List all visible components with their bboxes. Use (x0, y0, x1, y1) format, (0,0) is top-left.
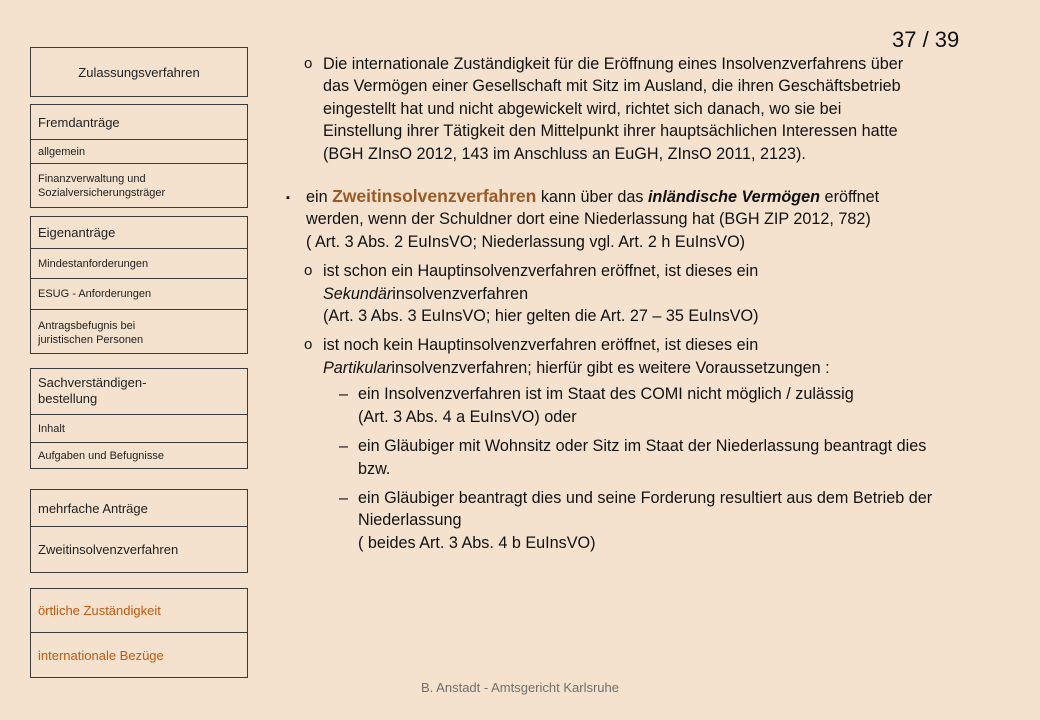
paragraph-zweitinsolvenz (286, 185, 1026, 253)
text-line: ein Insolvenzverfahren ist im Staat des COMI nicht möglich / zulässig (358, 385, 854, 404)
nav-internationale-bezuege[interactable]: internationale Bezüge (31, 632, 247, 677)
nav-group-oertlich (30, 588, 248, 678)
text: insolvenzverfahren (392, 284, 529, 303)
nav-sachverstaendigenbestellung[interactable] (31, 369, 247, 414)
paragraph-text (306, 185, 1026, 253)
nav-eigenantraege[interactable]: Eigenanträge (38, 225, 116, 240)
sub-item-comi (286, 383, 1026, 428)
main-content (286, 53, 1026, 554)
paragraph-partikular (286, 334, 1026, 379)
text-line: Die internationale Zuständigkeit für die Eröffnung eines Insolvenzverfahrens über (323, 55, 904, 73)
sub-item-forderung (286, 487, 1026, 554)
paragraph-text (358, 383, 1026, 428)
nav-line: Finanzverwaltung und (38, 173, 146, 185)
paragraph-text (323, 334, 1026, 379)
text-line: (Art. 3 Abs. 4 a EuInsVO) oder (358, 407, 577, 426)
nav-mehrfache-antraege[interactable]: mehrfache Anträge (38, 500, 148, 516)
bullet-circle: o (304, 262, 313, 280)
paragraph-international (286, 53, 1026, 165)
text-line (323, 357, 1026, 379)
text-line: werden, wenn der Schuldner dort eine Niederlassung hat (BGH ZIP 2012, 782) (306, 210, 871, 229)
nav-fremd-allgemein[interactable]: allgemein (31, 139, 247, 163)
nav-line: bestellung (38, 391, 98, 406)
nav-group-mehrfache (30, 489, 248, 573)
paragraph-text (358, 487, 1026, 554)
text-line: Einstellung ihrer Tätigkeit den Mittelpunkt ihrer hauptsächlichen Interessen hatte (323, 122, 898, 141)
bullet-circle: o (304, 336, 313, 354)
text-line: das Vermögen einer Gesellschaft mit Sitz im Ausland, die ihren Geschäftsbetrieb (323, 77, 901, 96)
text-line: bzw. (358, 459, 391, 478)
nav-label: Zulassungsverfahren (78, 64, 200, 80)
page-number: 37 / 39 (892, 27, 960, 52)
text-line: ist noch kein Hauptinsolvenzverfahren eröffnet, ist dieses ein (323, 336, 759, 355)
text-line: ein Gläubiger mit Wohnsitz oder Sitz im Staat der Niederlassung beantragt dies (358, 437, 927, 456)
bullet-square: ▪ (286, 192, 290, 205)
nav-eigen-mindestanforderungen[interactable]: Mindestanforderungen (31, 248, 247, 278)
nav-fremdantraege[interactable]: Fremdanträge (38, 114, 120, 130)
text-line: ein Gläubiger beantragt dies und seine Forderung resultiert aus dem Betrieb der (358, 488, 933, 507)
text: ein (306, 188, 333, 207)
nav-line: Sozialversicherungsträger (38, 187, 166, 199)
text-line: (Art. 3 Abs. 3 EuInsVO; hier gelten die Art. 27 – 35 EuInsVO) (323, 307, 759, 326)
text-line: ist schon ein Hauptinsolvenzverfahren eröffnet, ist dieses ein (323, 262, 759, 281)
bullet-dash: – (339, 488, 349, 507)
text: kann über das (536, 188, 648, 207)
nav-zweitinsolvenzverfahren[interactable]: Zweitinsolvenzverfahren (31, 526, 247, 572)
italic-term: Sekundär (323, 284, 393, 303)
bullet-dash: – (339, 385, 349, 404)
bullet-dash: – (339, 437, 349, 456)
sub-item-wohnsitz (286, 435, 1026, 480)
nav-group-sachverstaendige (30, 368, 248, 469)
paragraph-text (323, 260, 1026, 327)
nav-eigen-antragsbefugnis[interactable] (31, 309, 247, 353)
bullet-circle: o (304, 55, 313, 72)
paragraph-text (323, 53, 1026, 165)
nav-line: Sachverständigen- (38, 375, 147, 390)
nav-eigen-esug[interactable]: ESUG - Anforderungen (31, 278, 247, 309)
paragraph-text (358, 435, 1026, 480)
text-line: (BGH ZInsO 2012, 143 im Anschluss an EuGH, ZInsO 2011, 2123). (323, 144, 806, 163)
highlight-term: Zweitinsolvenzverfahren (332, 186, 537, 207)
nav-zulassungsverfahren[interactable] (30, 47, 248, 97)
paragraph-sekundaer (286, 260, 1026, 327)
text: insolvenzverfahren; hierfür gibt es weitere Voraussetzungen : (391, 358, 830, 377)
text-line: eingestellt hat und nicht abgewickelt wird, richtet sich danach, wo sie bei (323, 99, 842, 118)
text-line (306, 185, 1026, 208)
nav-line: Antragsbefugnis bei (38, 320, 136, 332)
nav-sach-inhalt[interactable]: Inhalt (31, 414, 247, 442)
nav-fremd-finanzverwaltung[interactable] (31, 163, 247, 207)
text-line: ( Art. 3 Abs. 2 EuInsVO; Niederlassung vgl. Art. 2 h EuInsVO) (306, 232, 746, 251)
nav-group-fremdantraege (30, 104, 248, 208)
text-line (323, 283, 1026, 305)
text-line: ( beides Art. 3 Abs. 4 b EuInsVO) (358, 533, 596, 552)
text-line: Niederlassung (358, 511, 462, 530)
italic-term: Partikular (323, 358, 392, 377)
footer: B. Anstadt - Amtsgericht Karlsruhe (421, 680, 619, 695)
nav-sach-aufgaben[interactable]: Aufgaben und Befugnisse (31, 442, 247, 468)
emphasis-term: inländische Vermögen (647, 188, 821, 207)
text: eröffnet (820, 188, 880, 207)
nav-line: juristischen Personen (38, 334, 144, 346)
nav-oertliche-zustaendigkeit[interactable]: örtliche Zuständigkeit (38, 603, 161, 618)
nav-group-eigenantraege (30, 216, 248, 354)
